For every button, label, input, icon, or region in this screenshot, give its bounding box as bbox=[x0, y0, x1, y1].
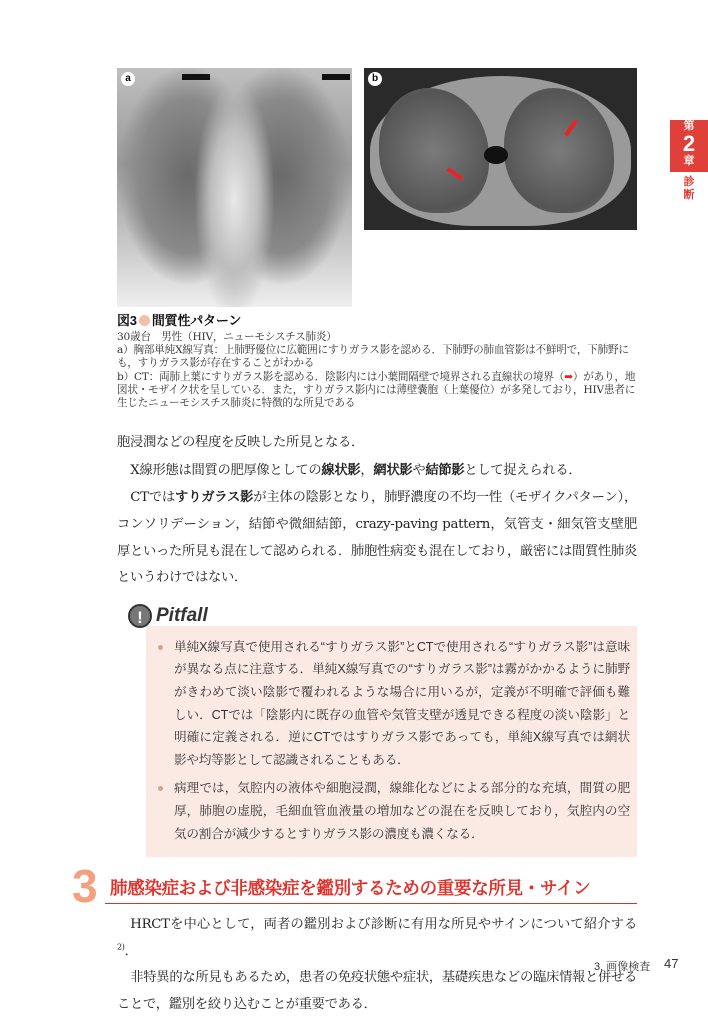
paragraph: 胞浸潤などの程度を反映した所見となる． bbox=[117, 435, 364, 451]
page-content bbox=[72, 310, 638, 1019]
panel-label-a: a bbox=[121, 72, 135, 86]
pitfall-item: 病理では，気腔内の液体や細胞浸潤，線維化などによる部分的な充填，間質の肥厚，肺胞の虚脱，毛細血管血液量の増加などの混在を反映しており，気腔内の空気の割合が減少するとすりガラス影の濃度も濃くなる． bbox=[152, 777, 630, 845]
caption-b bbox=[117, 371, 637, 411]
section-heading bbox=[72, 860, 637, 913]
reference: 2) bbox=[117, 942, 125, 952]
figure-title-text: 間質性パターン bbox=[151, 313, 242, 328]
bold-term: 網状影 bbox=[373, 461, 413, 477]
bold-term: 線状影 bbox=[321, 461, 361, 477]
exclamation-icon: ! bbox=[128, 604, 152, 628]
chapter-tab bbox=[670, 120, 708, 172]
section-title: 肺感染症および非感染症を鑑別するための重要な所見・サイン bbox=[110, 878, 591, 899]
chapter-sub-1: 診 bbox=[683, 176, 695, 188]
text: CTでは bbox=[130, 490, 176, 506]
text: ， bbox=[360, 462, 374, 478]
ct-image bbox=[364, 68, 637, 230]
caption-patient: 30歳台 男性（HIV，ニューモシスチス肺炎） bbox=[117, 331, 337, 343]
pitfall-label: Pitfall bbox=[156, 604, 208, 626]
text: ． bbox=[124, 943, 138, 959]
redaction-bar bbox=[182, 74, 210, 80]
chapter-tab-sho: 章 bbox=[683, 155, 695, 167]
caption-b-text: ）があり，地図状・モザイク状を呈している．また，すりガラス影内には薄壁嚢胞（上葉優位）が多発しており，HIV患者に生じたニューモシスチス肺炎に特徴的な所見である bbox=[117, 370, 636, 410]
pitfall-box bbox=[146, 626, 637, 857]
text: や bbox=[412, 462, 426, 478]
paragraph bbox=[117, 912, 637, 965]
paragraph bbox=[117, 457, 637, 485]
page-number: 47 bbox=[664, 956, 679, 971]
redaction-bar bbox=[322, 74, 350, 80]
footer-section: 3. 画像検査 bbox=[594, 961, 651, 973]
caption-a: a）胸部単純X線写真：上肺野優位に広範囲にすりガラス影を認める．下肺野の肺血管影は不鮮明で，下肺野にも，すりガラス影が存在することがわかる bbox=[117, 344, 629, 370]
text: が主体の陰影となり，肺野濃度の不均一性（モザイクパターン），コンソリデーション，結節や微細結節，crazy-paving pattern，気管支・細気管支壁肥厚といった所見も混在して認められる．肺胞性病変も混在しており，厳密には間質性肺炎というわけではない． bbox=[117, 490, 638, 586]
chest-xray-image bbox=[117, 68, 352, 307]
red-arrow-icon: ➡ bbox=[564, 370, 573, 383]
section-number: 3 bbox=[72, 860, 98, 913]
ct-trachea bbox=[484, 146, 508, 164]
chapter-sub-2: 断 bbox=[683, 189, 695, 201]
pitfall-header bbox=[128, 604, 208, 628]
paragraph bbox=[117, 484, 637, 591]
section-body bbox=[117, 912, 637, 1018]
pitfall-item: 単純X線写真で使用される“すりガラス影”とCTで使用される“すりガラス影”は意味が異なる点に注意する．単純X線写真での“すりガラス影”は霧がかかるように肺野がきわめて淡い陰影で覆われるような場合に用いるが，定義が不明確で評価も難しい．CTでは「陰影内に既存の血管や気管支壁が透見できる程度の淡い陰影」と明確に定義される．逆にCTではすりガラス影であっても，単純X線写真では網状影や均等影として認識されることもある． bbox=[152, 636, 630, 772]
chapter-subtitle bbox=[670, 176, 708, 202]
pitfall-list bbox=[152, 636, 630, 845]
bullet-dot-icon bbox=[139, 315, 150, 326]
paragraph: 非特異的な所見もあるため，患者の免疫状態や症状，基礎疾患などの臨床情報と併せることで，鑑別を絞り込むことが重要である． bbox=[117, 970, 637, 1012]
bold-term: すりガラス影 bbox=[175, 489, 254, 505]
text: として捉えられる． bbox=[464, 462, 582, 478]
caption-b-text: b）CT：両肺上葉にすりガラス影を認める．陰影内には小葉間隔壁で境界される直線状の境界（ bbox=[117, 370, 565, 383]
section-3 bbox=[72, 860, 637, 1018]
text: HRCTを中心として，両者の鑑別および診断に有用な所見やサインについて紹介する bbox=[130, 917, 637, 933]
chapter-number: 2 bbox=[682, 131, 696, 156]
figure-title bbox=[117, 310, 637, 329]
pitfall-section bbox=[117, 604, 637, 857]
text: X線形態は間質の肥厚像としての bbox=[130, 462, 322, 478]
chapter-tab-dai: 第 bbox=[683, 120, 695, 132]
figure-number: 図3 bbox=[117, 313, 137, 328]
body-text bbox=[117, 430, 637, 592]
panel-label-b: b bbox=[368, 72, 382, 86]
figure-caption bbox=[117, 310, 637, 410]
bold-term: 結節影 bbox=[425, 461, 465, 477]
